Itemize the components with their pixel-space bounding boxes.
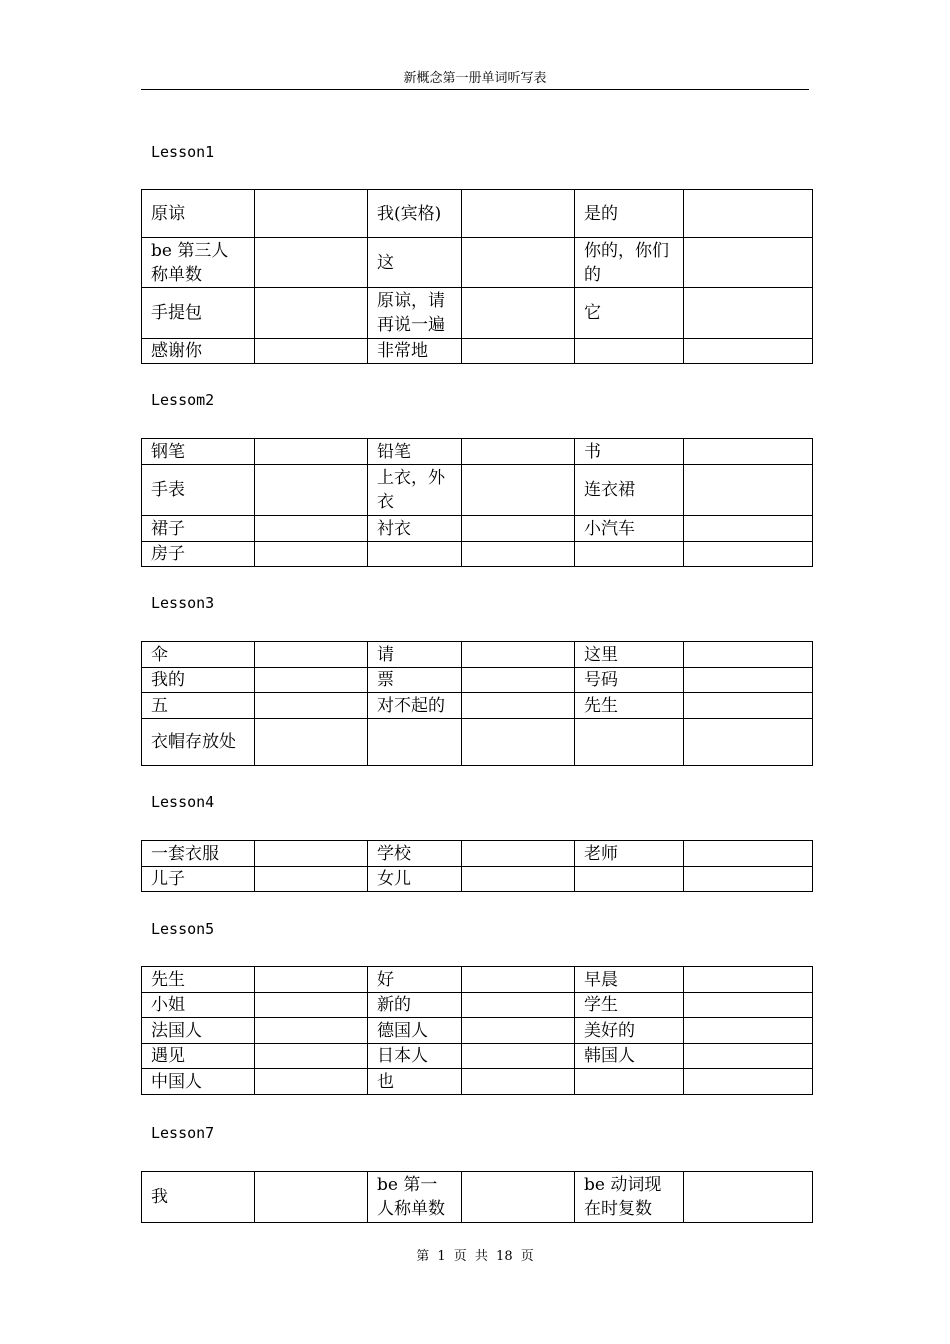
answer-blank-cell[interactable] bbox=[255, 288, 368, 339]
word-cell: 票 bbox=[368, 668, 462, 693]
answer-blank-cell[interactable] bbox=[684, 465, 813, 516]
word-cell bbox=[575, 542, 684, 567]
word-cell: 原谅 bbox=[142, 190, 255, 238]
table-row bbox=[142, 465, 813, 516]
answer-blank-cell[interactable] bbox=[462, 993, 575, 1018]
word-cell: 书 bbox=[575, 439, 684, 465]
table-row bbox=[142, 867, 813, 892]
word-cell: 一套衣服 bbox=[142, 841, 255, 867]
lesson-title: Lesson4 bbox=[151, 793, 215, 811]
word-cell: 美好的 bbox=[575, 1018, 684, 1044]
header-title: 新概念第一册单词听写表 bbox=[403, 71, 547, 86]
page-footer bbox=[0, 1248, 950, 1266]
answer-blank-cell[interactable] bbox=[255, 542, 368, 567]
answer-blank-cell[interactable] bbox=[684, 339, 813, 364]
answer-blank-cell[interactable] bbox=[255, 841, 368, 867]
answer-blank-cell[interactable] bbox=[255, 439, 368, 465]
answer-blank-cell[interactable] bbox=[684, 668, 813, 693]
table-row bbox=[142, 238, 813, 288]
word-cell bbox=[368, 542, 462, 567]
word-cell: 这 bbox=[368, 238, 462, 288]
answer-blank-cell[interactable] bbox=[255, 668, 368, 693]
word-cell bbox=[575, 867, 684, 892]
answer-blank-cell[interactable] bbox=[255, 516, 368, 542]
answer-blank-cell[interactable] bbox=[684, 1069, 813, 1095]
table-row bbox=[142, 339, 813, 364]
table-row bbox=[142, 841, 813, 867]
word-cell: 裙子 bbox=[142, 516, 255, 542]
answer-blank-cell[interactable] bbox=[684, 1018, 813, 1044]
table-row bbox=[142, 719, 813, 766]
word-cell: 新的 bbox=[368, 993, 462, 1018]
word-cell: 这里 bbox=[575, 642, 684, 668]
answer-blank-cell[interactable] bbox=[255, 1044, 368, 1069]
word-cell: 早晨 bbox=[575, 967, 684, 993]
vocab-table bbox=[141, 189, 813, 364]
word-cell: 五 bbox=[142, 693, 255, 719]
word-cell: 先生 bbox=[142, 967, 255, 993]
answer-blank-cell[interactable] bbox=[255, 719, 368, 766]
word-cell: 学校 bbox=[368, 841, 462, 867]
word-cell: 德国人 bbox=[368, 1018, 462, 1044]
answer-blank-cell[interactable] bbox=[462, 1018, 575, 1044]
answer-blank-cell[interactable] bbox=[255, 693, 368, 719]
answer-blank-cell[interactable] bbox=[255, 642, 368, 668]
answer-blank-cell[interactable] bbox=[462, 1044, 575, 1069]
answer-blank-cell[interactable] bbox=[684, 642, 813, 668]
word-cell: 老师 bbox=[575, 841, 684, 867]
word-cell: 韩国人 bbox=[575, 1044, 684, 1069]
word-cell: 连衣裙 bbox=[575, 465, 684, 516]
answer-blank-cell[interactable] bbox=[255, 1018, 368, 1044]
word-cell bbox=[368, 719, 462, 766]
answer-blank-cell[interactable] bbox=[255, 465, 368, 516]
answer-blank-cell[interactable] bbox=[255, 867, 368, 892]
answer-blank-cell[interactable] bbox=[684, 993, 813, 1018]
word-cell: 它 bbox=[575, 288, 684, 339]
answer-blank-cell[interactable] bbox=[462, 465, 575, 516]
vocab-table bbox=[141, 840, 813, 892]
table-row bbox=[142, 1069, 813, 1095]
word-cell: 法国人 bbox=[142, 1018, 255, 1044]
answer-blank-cell[interactable] bbox=[684, 719, 813, 766]
word-cell: 感谢你 bbox=[142, 339, 255, 364]
table-row bbox=[142, 190, 813, 238]
word-cell: 我的 bbox=[142, 668, 255, 693]
table-row bbox=[142, 1172, 813, 1223]
table-row bbox=[142, 542, 813, 567]
word-cell: 小汽车 bbox=[575, 516, 684, 542]
table-row bbox=[142, 516, 813, 542]
answer-blank-cell[interactable] bbox=[462, 1069, 575, 1095]
answer-blank-cell[interactable] bbox=[462, 693, 575, 719]
page-number: 第 1 页 共 18 页 bbox=[416, 1249, 534, 1264]
word-cell: 遇见 bbox=[142, 1044, 255, 1069]
answer-blank-cell[interactable] bbox=[684, 516, 813, 542]
lesson-title: Lesson7 bbox=[151, 1124, 215, 1142]
word-cell bbox=[575, 1069, 684, 1095]
word-cell: 号码 bbox=[575, 668, 684, 693]
answer-blank-cell[interactable] bbox=[684, 542, 813, 567]
page-header bbox=[141, 70, 809, 90]
answer-blank-cell[interactable] bbox=[684, 867, 813, 892]
word-cell: 是的 bbox=[575, 190, 684, 238]
word-cell: 我(宾格) bbox=[368, 190, 462, 238]
answer-blank-cell[interactable] bbox=[255, 967, 368, 993]
answer-blank-cell[interactable] bbox=[462, 642, 575, 668]
word-cell: 好 bbox=[368, 967, 462, 993]
table-row bbox=[142, 993, 813, 1018]
answer-blank-cell[interactable] bbox=[462, 542, 575, 567]
word-cell: 女儿 bbox=[368, 867, 462, 892]
answer-blank-cell[interactable] bbox=[684, 693, 813, 719]
answer-blank-cell[interactable] bbox=[462, 668, 575, 693]
answer-blank-cell[interactable] bbox=[255, 1069, 368, 1095]
vocab-table bbox=[141, 438, 813, 567]
word-cell bbox=[575, 719, 684, 766]
word-cell: 手表 bbox=[142, 465, 255, 516]
table-row bbox=[142, 967, 813, 993]
answer-blank-cell[interactable] bbox=[255, 993, 368, 1018]
table-row bbox=[142, 693, 813, 719]
word-cell: 房子 bbox=[142, 542, 255, 567]
table-row bbox=[142, 1018, 813, 1044]
word-cell: 钢笔 bbox=[142, 439, 255, 465]
word-cell: 非常地 bbox=[368, 339, 462, 364]
word-cell: 小姐 bbox=[142, 993, 255, 1018]
lesson-title: Lesson3 bbox=[151, 594, 215, 612]
table-row bbox=[142, 439, 813, 465]
word-cell: 衬衣 bbox=[368, 516, 462, 542]
answer-blank-cell[interactable] bbox=[684, 238, 813, 288]
answer-blank-cell[interactable] bbox=[462, 867, 575, 892]
answer-blank-cell[interactable] bbox=[462, 967, 575, 993]
answer-blank-cell[interactable] bbox=[255, 1172, 368, 1223]
word-cell: 上衣，外衣 bbox=[368, 465, 462, 516]
word-cell: 原谅，请再说一遍 bbox=[368, 288, 462, 339]
word-cell: be 动词现在时复数 bbox=[575, 1172, 684, 1223]
word-cell: 我 bbox=[142, 1172, 255, 1223]
word-cell: 你的，你们的 bbox=[575, 238, 684, 288]
word-cell: 请 bbox=[368, 642, 462, 668]
word-cell: 也 bbox=[368, 1069, 462, 1095]
word-cell: 铅笔 bbox=[368, 439, 462, 465]
lesson-title: Lessom2 bbox=[151, 391, 215, 409]
answer-blank-cell[interactable] bbox=[684, 190, 813, 238]
answer-blank-cell[interactable] bbox=[255, 339, 368, 364]
word-cell: 儿子 bbox=[142, 867, 255, 892]
answer-blank-cell[interactable] bbox=[255, 190, 368, 238]
answer-blank-cell[interactable] bbox=[462, 288, 575, 339]
word-cell: 中国人 bbox=[142, 1069, 255, 1095]
answer-blank-cell[interactable] bbox=[462, 238, 575, 288]
word-cell: 先生 bbox=[575, 693, 684, 719]
answer-blank-cell[interactable] bbox=[462, 841, 575, 867]
answer-blank-cell[interactable] bbox=[462, 190, 575, 238]
word-cell: 伞 bbox=[142, 642, 255, 668]
answer-blank-cell[interactable] bbox=[684, 439, 813, 465]
answer-blank-cell[interactable] bbox=[462, 1172, 575, 1223]
vocab-table bbox=[141, 641, 813, 766]
lesson-title: Lesson5 bbox=[151, 920, 215, 938]
lesson-title: Lesson1 bbox=[151, 143, 215, 161]
word-cell: be 第一人称单数 bbox=[368, 1172, 462, 1223]
word-cell: 手提包 bbox=[142, 288, 255, 339]
table-row bbox=[142, 1044, 813, 1069]
word-cell bbox=[575, 339, 684, 364]
answer-blank-cell[interactable] bbox=[684, 1044, 813, 1069]
answer-blank-cell[interactable] bbox=[462, 339, 575, 364]
answer-blank-cell[interactable] bbox=[684, 288, 813, 339]
answer-blank-cell[interactable] bbox=[684, 841, 813, 867]
word-cell: 日本人 bbox=[368, 1044, 462, 1069]
answer-blank-cell[interactable] bbox=[255, 238, 368, 288]
word-cell: be 第三人称单数 bbox=[142, 238, 255, 288]
word-cell: 衣帽存放处 bbox=[142, 719, 255, 766]
word-cell: 学生 bbox=[575, 993, 684, 1018]
answer-blank-cell[interactable] bbox=[684, 1172, 813, 1223]
answer-blank-cell[interactable] bbox=[462, 439, 575, 465]
answer-blank-cell[interactable] bbox=[462, 719, 575, 766]
answer-blank-cell[interactable] bbox=[684, 967, 813, 993]
vocab-table bbox=[141, 966, 813, 1095]
vocab-table bbox=[141, 1171, 813, 1223]
answer-blank-cell[interactable] bbox=[462, 516, 575, 542]
table-row bbox=[142, 288, 813, 339]
table-row bbox=[142, 642, 813, 668]
table-row bbox=[142, 668, 813, 693]
word-cell: 对不起的 bbox=[368, 693, 462, 719]
